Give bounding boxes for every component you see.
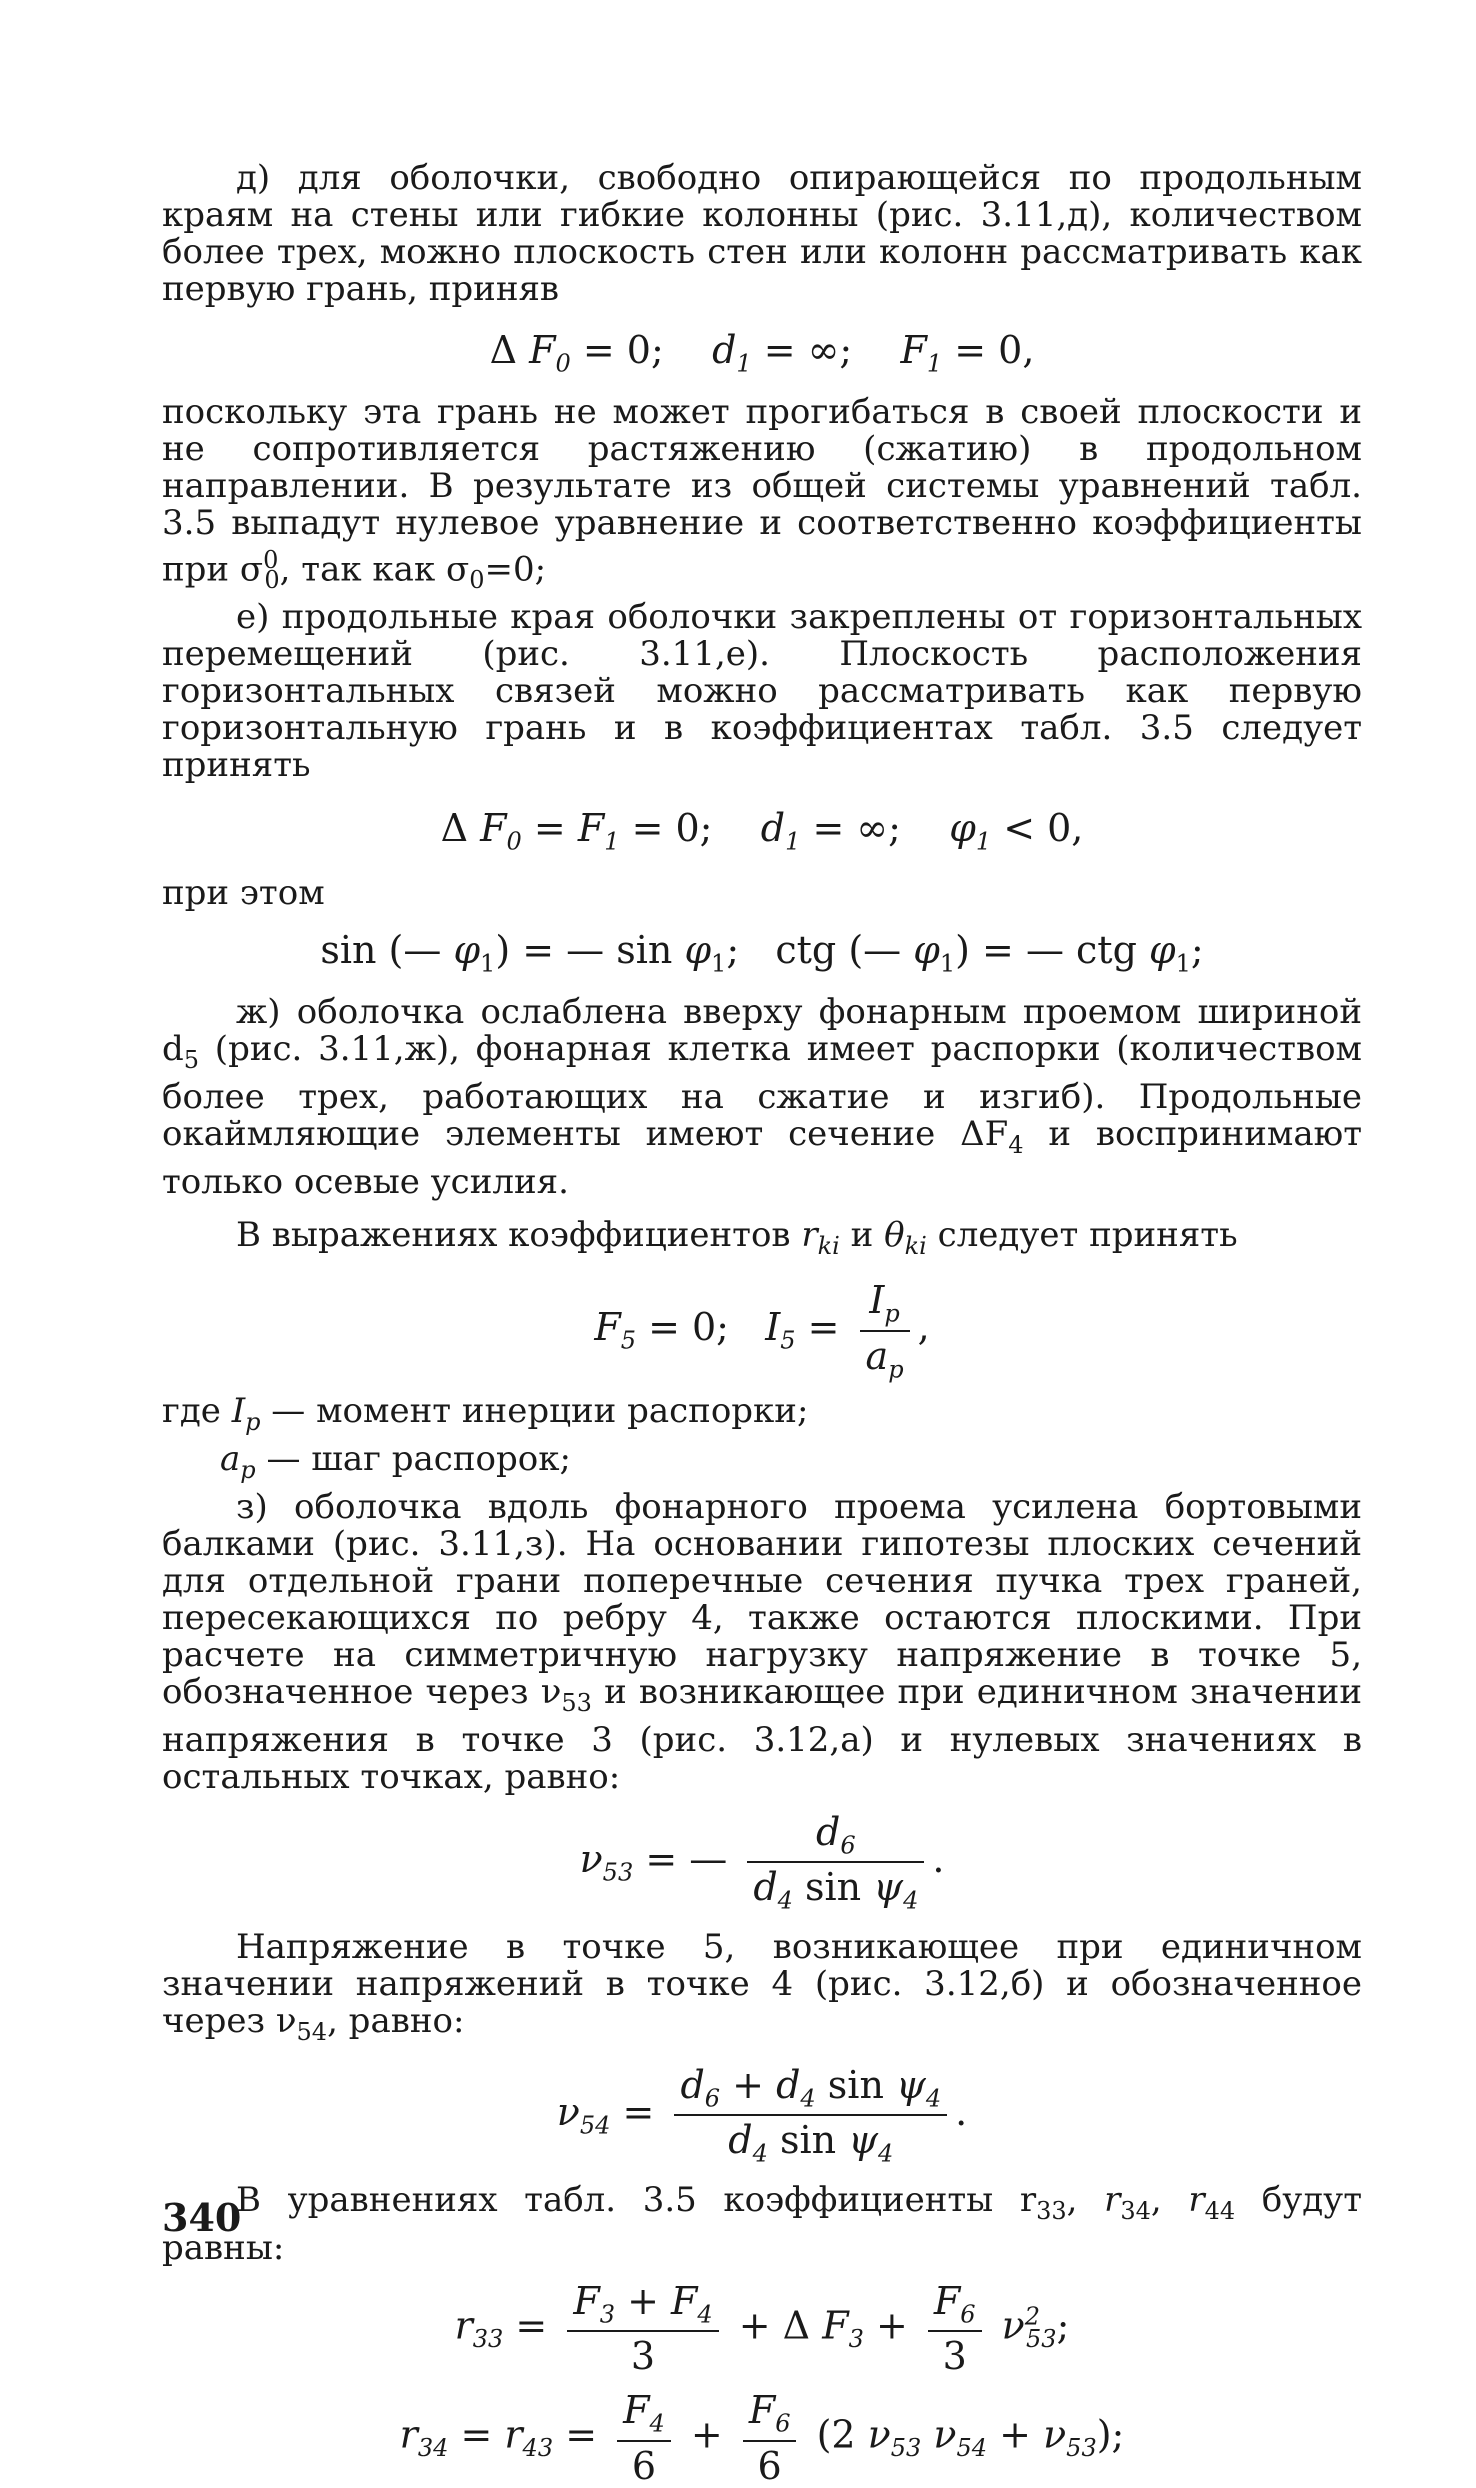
text-pri-etom: при этом bbox=[162, 873, 325, 914]
paragraph-uravneniya: В уравнениях табл. 3.5 коэффициенты $r_{33}$, $r_{34}$, $r_{44}$ будут равны: bbox=[162, 2180, 1362, 2268]
page-number: 340 bbox=[162, 2195, 242, 2240]
paragraph-e: е) продольные края оболочки закреплены от горизонтальных перемещений (рис. 3.11,е). Плоскость расположения горизонтальных связей можно рассматривать как первую горизонтальную грань и в коэффициентах табл. 3.5 следует принять bbox=[162, 596, 1362, 785]
paragraph-zh: ж) оболочка ослаблена вверху фонарным проемом шириной $d_5$ (рис. 3.11,ж), фонарная клетка имеет распорки (количеством более трех, работающих на сжатие и изгиб). Продольные окаймляющие элементы имеют сечение $\Delta F_4$ и воспринимают только осевые усилия. bbox=[162, 991, 1363, 1202]
paragraph-expressions: В выражениях коэффициентов $r_{ki}$ и $\theta_{ki}$ следует принять bbox=[236, 1214, 1238, 1260]
paragraph-napryazhenie: Напряжение в точке 5, возникающее при единичном значении напряжений в точке 4 (рис. 3.12,б) и обозначенное через $\nu_{54}$, равно: bbox=[162, 1927, 1362, 2046]
where-ip: где $I_p$ — момент инерции распорки; bbox=[162, 1391, 809, 1437]
equation-trig: sin (— $\varphi_1$) = — $\sin \varphi_1$; ctg (— $\varphi_1$) = — ctg $\varphi_1$; bbox=[320, 928, 1204, 978]
document-body bbox=[162, 160, 1362, 2488]
where-ap: $a_p$ — шаг распорок; bbox=[220, 1439, 571, 1485]
paragraph-z: з) оболочка вдоль фонарного проема усилена бортовыми балками (рис. 3.11,з). На основании гипотезы плоских сечений для отдельной грани поперечные сечения пучка трех граней, пересекающихся по ребру 4, также остаются плоскими. При расчете на симметричную нагрузку напряжение в точке 5, обозначенное через $\nu_{53}$ и возникающее при единичном значении напряжения в точке 3 (рис. 3.12,а) и нулевых значениях в остальных точках, равно: bbox=[162, 1487, 1363, 1797]
equation-r34: $r_{34} = r_{43}$ = $\frac{F_4}{6}$ + $\frac{F_6}{6}$ (2 $\nu_{53}$ $\nu_{54} + \nu_{53}$); bbox=[399, 2388, 1125, 2488]
paragraph-d-continued: поскольку эта грань не может прогибаться в своей плоскости и не сопротивляется растяжению (сжатию) в продольном направлении. В результате из общей системы уравнений табл. 3.5 выпадут нулевое уравнение и соответственно коэффициенты при $\sigma^0_0$, так как $\sigma_0=0$; bbox=[162, 391, 1362, 594]
equation-nu54: $\nu_{54}$ = $\frac{d_6 + d_4 \sin \psi_4}{d_4 \sin \psi_4}$ . bbox=[556, 2062, 968, 2169]
equation-d: Δ $F_0 = 0$; $d_1$ = ∞; $F_1 = 0$, bbox=[489, 328, 1035, 378]
equation-r33: $r_{33}$ = $\frac{F_3 + F_4}{3}$ + Δ $F_3$ + $\frac{F_6}{3}$ $\nu^2_{53}$; bbox=[454, 2278, 1070, 2379]
paragraph-d: д) для оболочки, свободно опирающейся по продольным краям на стены или гибкие колонны (рис. 3.11,д), количеством более трех, можно плоскость стен или колонн рассматривать как первую грань, приняв bbox=[162, 158, 1362, 309]
equation-e: Δ $F_0 = F_1 = 0$; $d_1$ = ∞; $\varphi_1 < 0$, bbox=[440, 805, 1084, 856]
equation-f5: $F_5 = 0$; $I_5$ = $\frac{I_p}{a_p}$ , bbox=[594, 1278, 930, 1384]
equation-nu53: $\nu_{53}$ = — $\frac{d_6}{d_4 \sin \psi_4}$ . bbox=[579, 1809, 945, 1916]
